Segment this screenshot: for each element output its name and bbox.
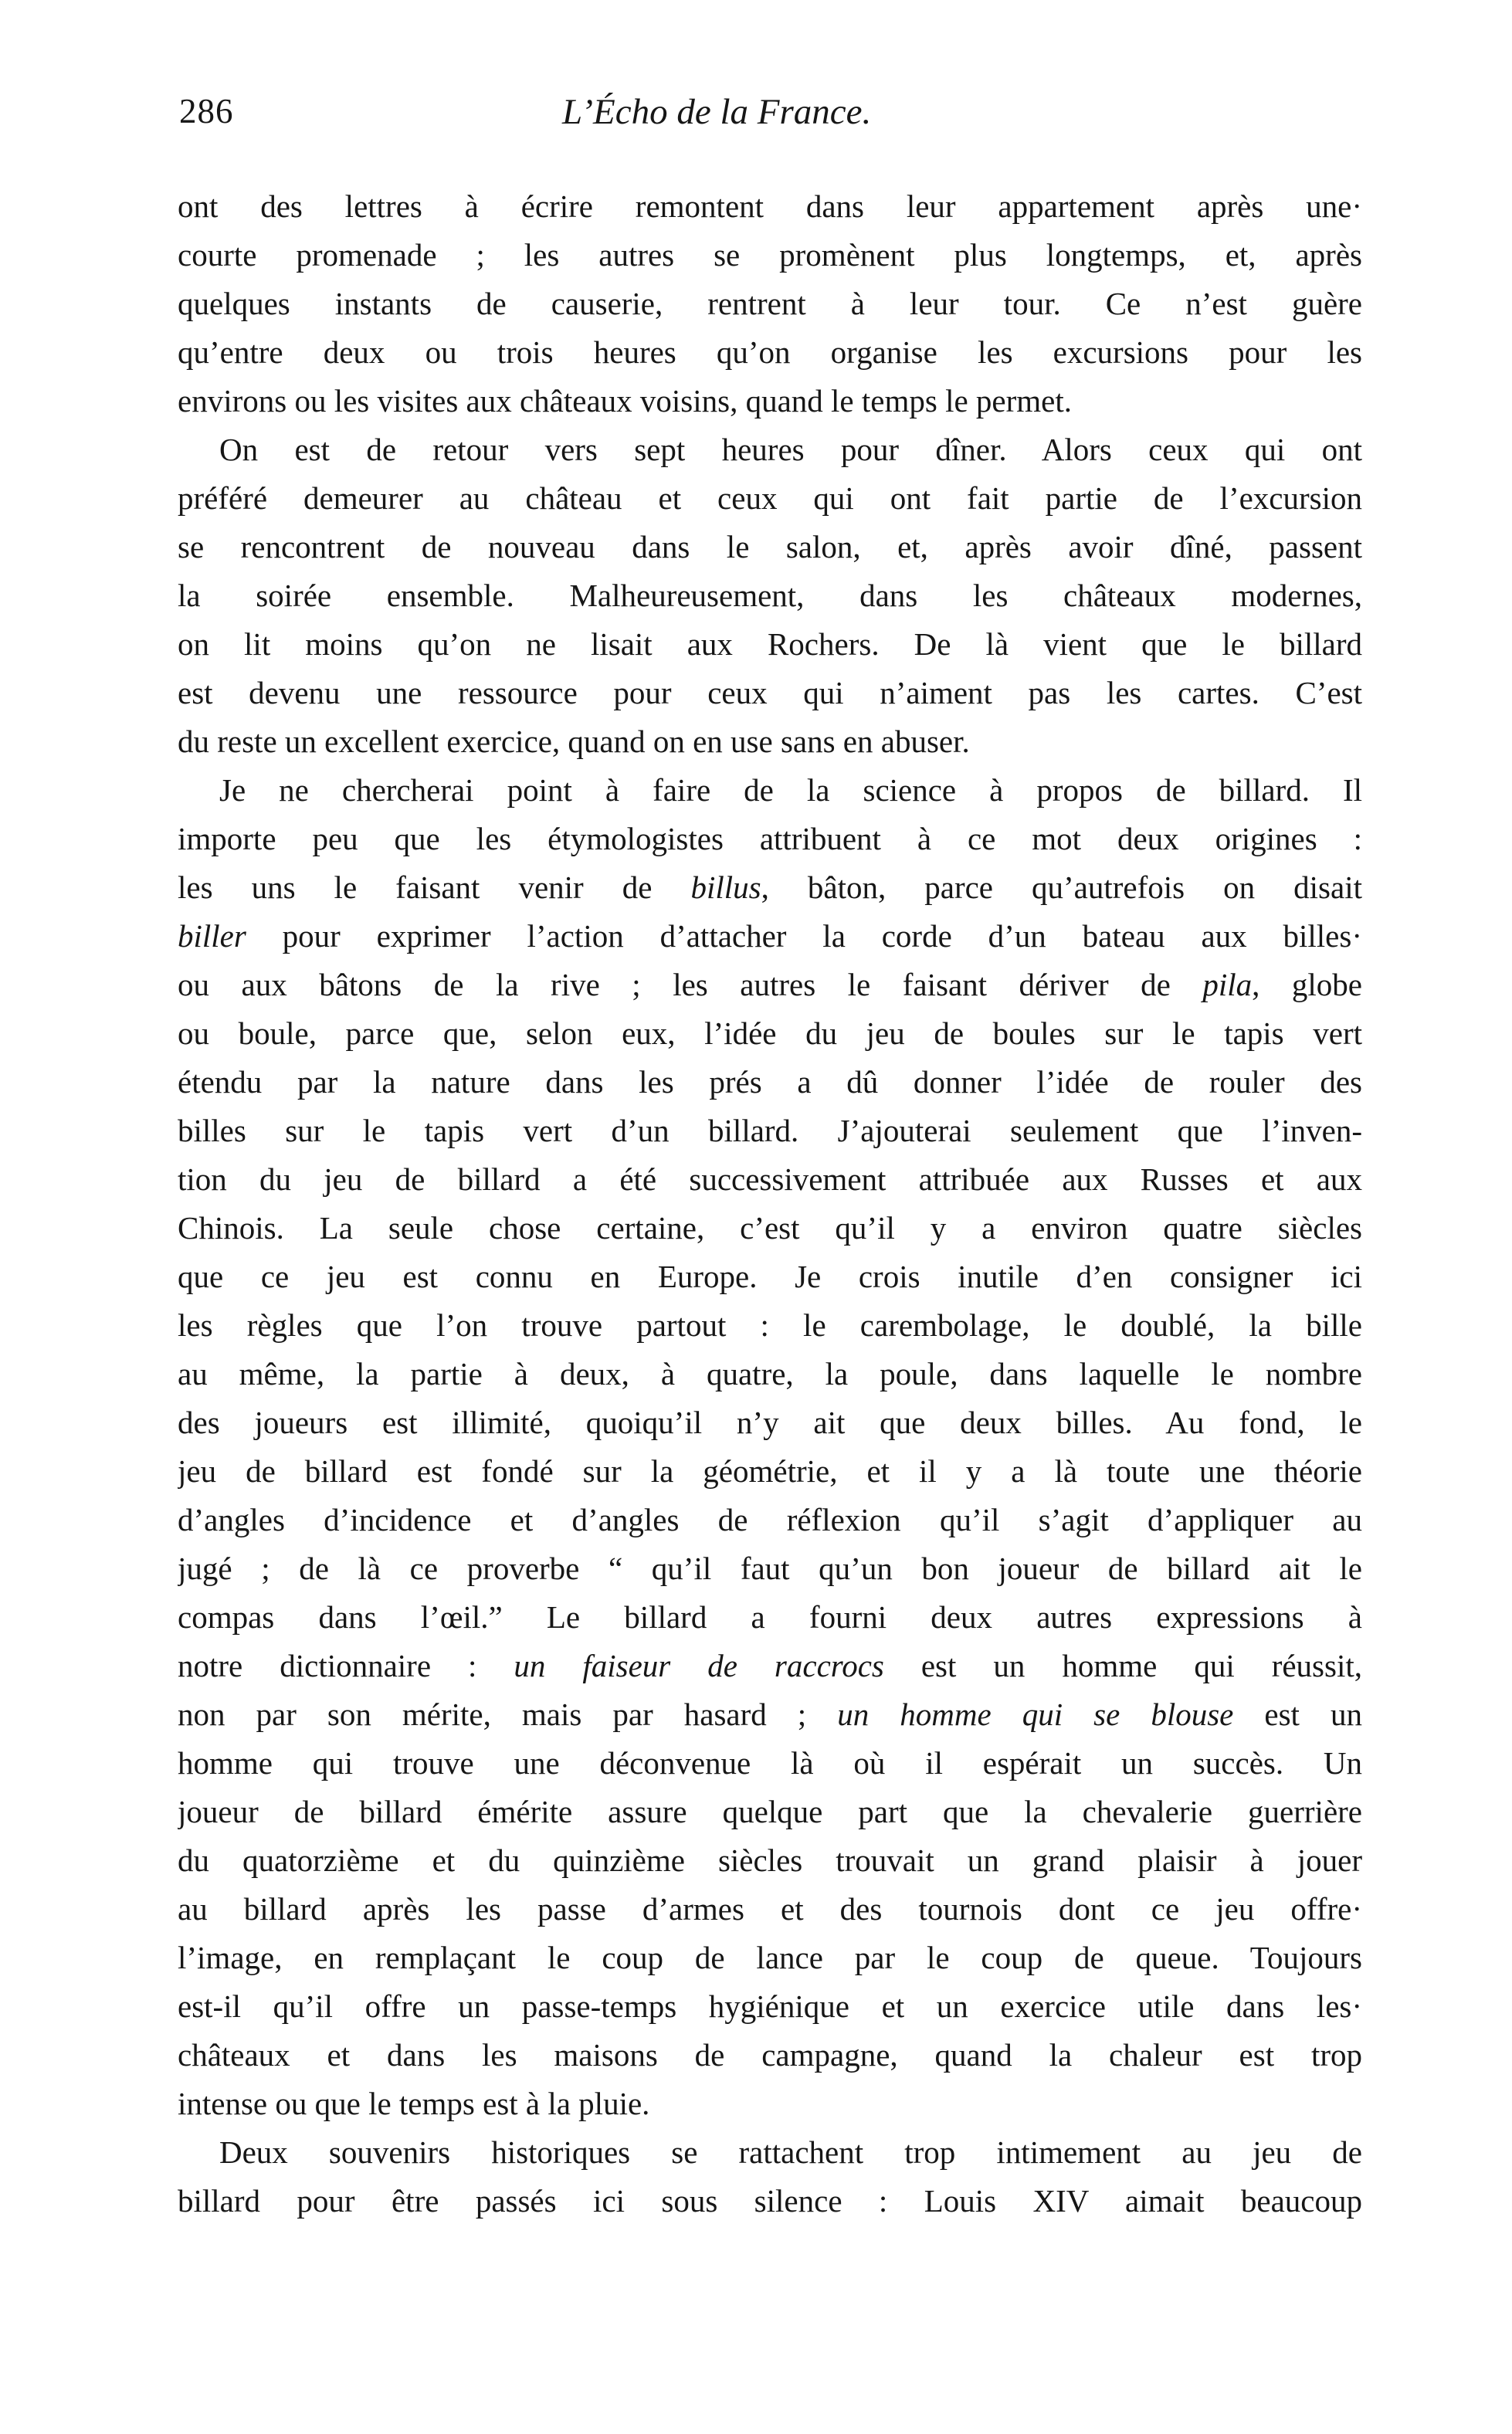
text-line: billes sur le tapis vert d’un billard. J’ajouterai seulement que l’inven- [178, 1113, 1362, 1148]
text-line: que ce jeu est connu en Europe. Je crois inutile d’en consigner ici [178, 1259, 1362, 1294]
text-line: jugé ; de là ce proverbe “ qu’il faut qu’un bon joueur de billard ait le [178, 1551, 1362, 1586]
text-line: notre dictionnaire : un faiseur de raccrocs est un homme qui réussit, [178, 1648, 1362, 1683]
text-line: est-il qu’il offre un passe-temps hygiénique et un exercice utile dans les· [178, 1988, 1362, 2024]
text-line: quelques instants de causerie, rentrent à leur tour. Ce n’est guère [178, 286, 1362, 321]
text-line: environs ou les visites aux châteaux voisins, quand le temps le permet. [178, 383, 1072, 419]
body-text [178, 182, 1362, 2226]
text-line: biller pour exprimer l’action d’attacher la corde d’un bateau aux billes· [178, 918, 1362, 954]
paragraph-start-line: On est de retour vers sept heures pour dîner. Alors ceux qui ont [219, 432, 1362, 467]
text-line: est devenu une ressource pour ceux qui n’aiment pas les cartes. C’est [178, 675, 1362, 710]
text-line: courte promenade ; les autres se promènent plus longtemps, et, après [178, 237, 1362, 273]
text-line: se rencontrent de nouveau dans le salon, et, après avoir dîné, passent [178, 529, 1362, 564]
italic-term: un faiseur de raccrocs [514, 1648, 884, 1683]
text-line: homme qui trouve une déconvenue là où il espérait un succès. Un [178, 1745, 1362, 1781]
text-line: du quatorzième et du quinzième siècles trouvait un grand plaisir à jouer [178, 1842, 1362, 1878]
running-title: L’Écho de la France. [562, 92, 872, 132]
text-line: ou boule, parce que, selon eux, l’idée du jeu de boules sur le tapis vert [178, 1015, 1362, 1051]
text-line: non par son mérite, mais par hasard ; un homme qui se blouse est un [178, 1697, 1362, 1732]
text-line: intense ou que le temps est à la pluie. [178, 2086, 650, 2121]
text-line: billard pour être passés ici sous silence : Louis XIV aimait beaucoup [178, 2183, 1362, 2219]
text-line: châteaux et dans les maisons de campagne, quand la chaleur est trop [178, 2037, 1362, 2073]
page-header [179, 91, 1368, 153]
italic-term: pila [1202, 967, 1253, 1002]
text-line: tion du jeu de billard a été successivement attribuée aux Russes et aux [178, 1161, 1362, 1197]
text-line: étendu par la nature dans les prés a dû donner l’idée de rouler des [178, 1064, 1362, 1100]
text-line: l’image, en remplaçant le coup de lance par le coup de queue. Toujours [178, 1940, 1362, 1975]
page-number: 286 [179, 92, 234, 131]
text-line: préféré demeurer au château et ceux qui ont fait partie de l’excursion [178, 480, 1362, 516]
text-line: ont des lettres à écrire remontent dans leur appartement après une· [178, 188, 1362, 224]
italic-term: billus [690, 870, 761, 905]
text-line: jeu de billard est fondé sur la géométrie, et il y a là toute une théorie [178, 1453, 1362, 1489]
italic-term: un homme qui se blouse [837, 1697, 1234, 1732]
paragraph-start-line: Deux souvenirs historiques se rattachent trop intimement au jeu de [219, 2134, 1362, 2170]
text-line: du reste un excellent exercice, quand on en use sans en abuser. [178, 724, 970, 759]
text-line: qu’entre deux ou trois heures qu’on organise les excursions pour les [178, 334, 1362, 370]
text-line: on lit moins qu’on ne lisait aux Rochers. De là vient que le billard [178, 626, 1362, 662]
text-line: des joueurs est illimité, quoiqu’il n’y ait que deux billes. Au fond, le [178, 1405, 1362, 1440]
paragraph-start-line: Je ne chercherai point à faire de la science à propos de billard. Il [219, 772, 1362, 808]
text-line: Chinois. La seule chose certaine, c’est qu’il y a environ quatre siècles [178, 1210, 1362, 1246]
text-line: d’angles d’incidence et d’angles de réflexion qu’il s’agit d’appliquer au [178, 1502, 1362, 1537]
text-line: compas dans l’œil.” Le billard a fourni deux autres expressions à [178, 1599, 1362, 1635]
text-line: les uns le faisant venir de billus, bâton, parce qu’autrefois on disait [178, 870, 1362, 905]
italic-term: biller [178, 918, 246, 954]
text-line: les règles que l’on trouve partout : le carembolage, le doublé, la bille [178, 1307, 1362, 1343]
text-line: au même, la partie à deux, à quatre, la poule, dans laquelle le nombre [178, 1356, 1362, 1392]
text-line: ou aux bâtons de la rive ; les autres le faisant dériver de pila, globe [178, 967, 1362, 1002]
text-line: au billard après les passe d’armes et des tournois dont ce jeu offre· [178, 1891, 1362, 1927]
text-line: importe peu que les étymologistes attribuent à ce mot deux origines : [178, 821, 1362, 856]
text-line: la soirée ensemble. Malheureusement, dans les châteaux modernes, [178, 578, 1362, 613]
text-line: joueur de billard émérite assure quelque part que la chevalerie guerrière [178, 1794, 1362, 1829]
